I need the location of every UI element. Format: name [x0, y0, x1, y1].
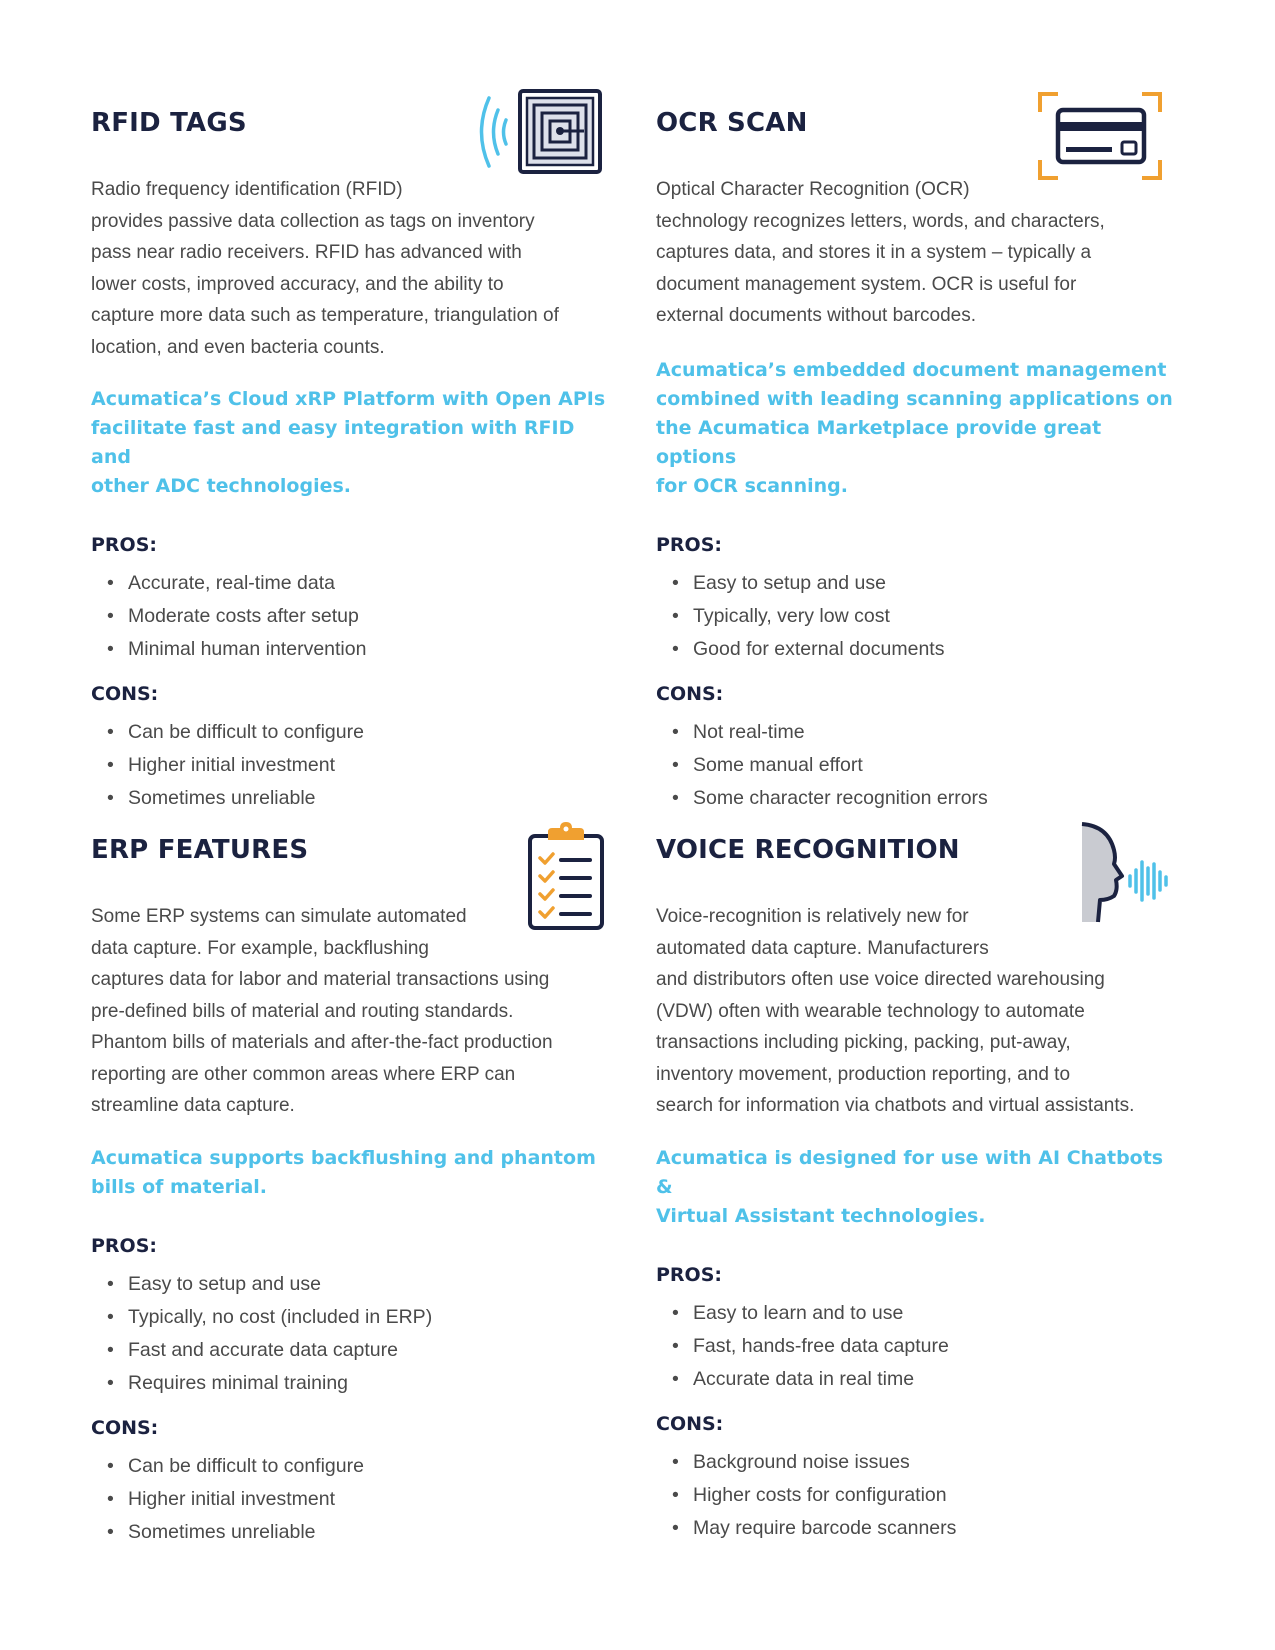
list-item: • Some manual effort	[672, 753, 863, 776]
list-item: • Typically, very low cost	[672, 604, 890, 627]
card-scan-icon	[1036, 90, 1164, 182]
list-item: • Moderate costs after setup	[107, 605, 359, 627]
ocr-body: Optical Character Recognition (OCR) technology recognizes letters, words, and characters, captures data, and stores it in a system – typically a document management system. OCR is useful for external documents without barcodes.	[656, 179, 1105, 326]
voice-title: VOICE RECOGNITION	[656, 835, 960, 865]
list-item: • Sometimes unreliable	[107, 787, 316, 809]
erp-body: Some ERP systems can simulate automated data capture. For example, backflushing captures data for labor and material transactions using pre-defined bills of material and routing standards. Phantom bills of materials and after-the-fact production reporting are other common areas where ERP can streamline data capture.	[91, 906, 553, 1116]
list-item: • Fast, hands-free data capture	[672, 1334, 949, 1357]
list-item: • Can be difficult to configure	[107, 1454, 364, 1477]
ocr-cons-list	[656, 716, 1176, 815]
list-item: • Typically, no cost (included in ERP)	[107, 1305, 433, 1328]
list-item: • Accurate data in real time	[672, 1367, 915, 1390]
ocr-pros-label: PROS:	[656, 533, 722, 556]
list-item: • Good for external documents	[672, 637, 945, 660]
voice-head-icon	[1078, 820, 1170, 924]
rfid-pros-list	[91, 567, 611, 666]
voice-pros-label: PROS:	[656, 1263, 722, 1286]
rfid-cons-label: CONS:	[91, 683, 159, 705]
erp-pros-label: PROS:	[91, 1234, 157, 1257]
ocr-callout: Acumatica’s embedded document management combined with leading scanning applications on the Acumatica Marketplace provide great options for OCR scanning.	[656, 358, 1173, 497]
ocr-section	[656, 106, 1176, 815]
rfid-callout: Acumatica’s Cloud xRP Platform with Open APIs facilitate fast and easy integration with RFID and other ADC technologies.	[91, 388, 606, 497]
voice-callout: Acumatica is designed for use with AI Chatbots & Virtual Assistant technologies.	[656, 1146, 1164, 1227]
list-item: • Easy to learn and to use	[672, 1301, 904, 1324]
rfid-tag-icon	[472, 88, 604, 176]
list-item: • May require barcode scanners	[672, 1516, 957, 1539]
list-item: • Easy to setup and use	[672, 571, 886, 594]
erp-pros-list	[91, 1268, 611, 1400]
erp-callout: Acumatica supports backflushing and phantom bills of material.	[91, 1146, 596, 1198]
list-item: • Higher initial investment	[107, 754, 336, 776]
rfid-pros-label: PROS:	[91, 534, 157, 556]
erp-cons-list	[91, 1450, 611, 1549]
list-item: • Easy to setup and use	[107, 1272, 321, 1295]
list-item: • Requires minimal training	[107, 1371, 349, 1394]
list-item: • Not real-time	[672, 720, 805, 743]
list-item: • Background noise issues	[672, 1450, 910, 1473]
rfid-body: Radio frequency identification (RFID) provides passive data collection as tags on inventory pass near radio receivers. RFID has advanced with lower costs, improved accuracy, and the ability to capture more data such as temperature, triangulation of location, and even bacteria counts.	[91, 179, 559, 358]
rfid-title: RFID TAGS	[91, 108, 247, 138]
list-item: • Higher costs for configuration	[672, 1483, 947, 1506]
ocr-pros-list	[656, 567, 1176, 666]
list-item: • Can be difficult to configure	[107, 721, 364, 743]
erp-title: ERP FEATURES	[91, 835, 309, 865]
voice-body: Voice-recognition is relatively new for automated data capture. Manufacturers and distributors often use voice directed warehousing (VDW) often with wearable technology to automate transactions including picking, packing, put-away, inventory movement, production reporting, and to search for information via chatbots and virtual assistants.	[656, 906, 1135, 1116]
voice-cons-label: CONS:	[656, 1412, 724, 1435]
voice-pros-list	[656, 1297, 1176, 1396]
list-item: • Accurate, real-time data	[107, 572, 336, 594]
rfid-section	[91, 106, 611, 815]
clipboard-checklist-icon	[524, 820, 608, 932]
voice-section	[656, 833, 1176, 1545]
list-item: • Higher initial investment	[107, 1487, 336, 1510]
erp-section	[91, 833, 611, 1549]
ocr-cons-label: CONS:	[656, 682, 724, 705]
voice-cons-list	[656, 1446, 1176, 1545]
list-item: • Fast and accurate data capture	[107, 1338, 398, 1361]
rfid-cons-list	[91, 716, 611, 815]
list-item: • Some character recognition errors	[672, 786, 988, 809]
list-item: • Sometimes unreliable	[107, 1520, 316, 1543]
ocr-title: OCR SCAN	[656, 108, 808, 138]
list-item: • Minimal human intervention	[107, 638, 367, 660]
erp-cons-label: CONS:	[91, 1416, 159, 1439]
